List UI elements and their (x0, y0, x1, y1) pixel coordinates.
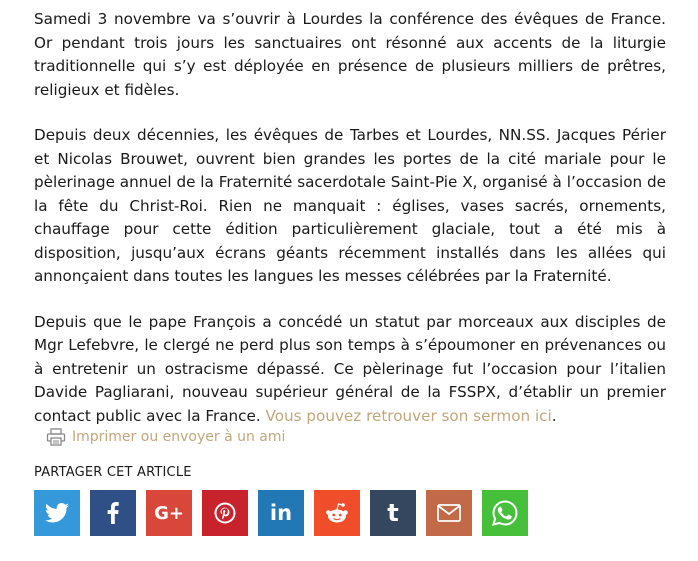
share-linkedin-button[interactable] (258, 490, 304, 536)
sermon-link[interactable]: Vous pouvez retrouver son sermon ici (265, 406, 552, 425)
whatsapp-icon (491, 499, 519, 527)
pinterest-icon (214, 502, 236, 524)
print-label: Imprimer ou envoyer à un ami (72, 429, 286, 445)
share-email-button[interactable] (426, 490, 472, 536)
google-plus-icon: G+ (154, 502, 184, 524)
share-whatsapp-button[interactable] (482, 490, 528, 536)
article-paragraph-3-text: Depuis que le pape François a concédé un statut par morceaux aux disciples de Mgr Lefebvre, le clergé ne perd plus son temps à s’époumoner en prévenances ou à entretenir un ostracisme dépassé. Ce pèlerinage fut l’occasion pour l’italien Davide Pagliarani, nouveau supérieur général de la FSSPX, d’établir un premier contact public avec la France. (34, 312, 666, 425)
share-facebook-button[interactable] (90, 490, 136, 536)
reddit-icon (324, 502, 350, 524)
article-body (34, 8, 666, 450)
share-buttons (34, 490, 538, 536)
article-paragraph-3-end: . (551, 406, 557, 425)
printer-icon (46, 428, 66, 446)
article-paragraph-1: Samedi 3 novembre va s’ouvrir à Lourdes la conférence des évêques de France. Or pendant trois jours les sanctuaires ont résonné aux accents de la liturgie traditionnelle qui s’y est déployée en présence de plusieurs milliers de prêtres, religieux et fidèles. (34, 10, 666, 99)
facebook-icon (107, 502, 119, 524)
share-title: PARTAGER CET ARTICLE (34, 465, 192, 480)
email-icon (437, 504, 461, 522)
share-pinterest-button[interactable] (202, 490, 248, 536)
print-or-send-link[interactable] (46, 428, 285, 446)
share-twitter-button[interactable] (34, 490, 80, 536)
twitter-icon (45, 503, 69, 523)
share-tumblr-button[interactable] (370, 490, 416, 536)
article-paragraph-3 (34, 311, 666, 429)
share-reddit-button[interactable] (314, 490, 360, 536)
linkedin-icon: in (269, 501, 293, 525)
article-paragraph-2: Depuis deux décennies, les évêques de Tarbes et Lourdes, NN.SS. Jacques Périer et Nicolas Brouwet, ouvrent bien grandes les portes de la cité mariale pour le pèlerinage annuel de la Fraternité sacerdotale Saint-Pie X, organisé à l’occasion de la fête du Christ-Roi. Rien ne manquait : églises, vases sacrés, ornements, chauffage pour cette édition particulièrement glaciale, tout a été mis à disposition, jusqu’aux écrans géants récemment installés dans les allées qui annonçaient dans toutes les langues les messes célébrées par la Fraternité. (34, 126, 666, 285)
tumblr-icon: t (387, 499, 399, 527)
share-google-plus-button[interactable] (146, 490, 192, 536)
